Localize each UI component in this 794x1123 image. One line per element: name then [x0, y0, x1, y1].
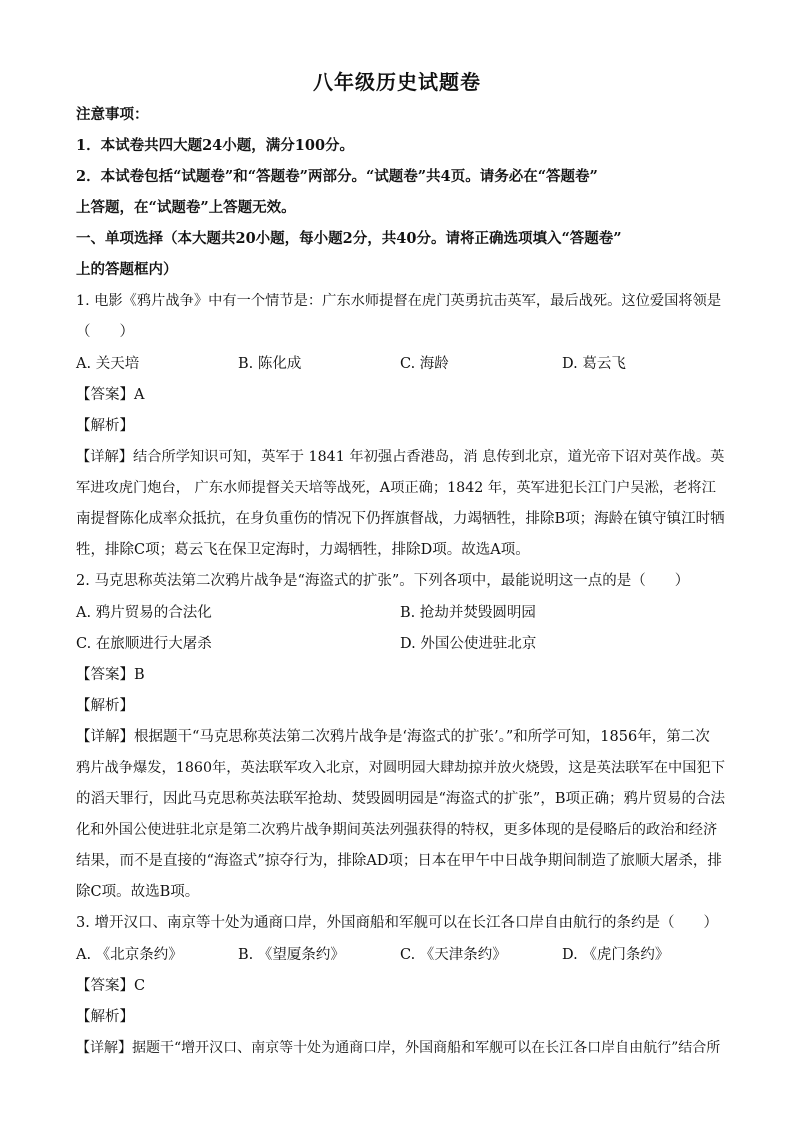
question-3-option-b: B. 《望厦条约》	[238, 947, 345, 963]
question-2-option-c: C. 在旅顺进行大屠杀	[76, 636, 212, 652]
notice-item-2-line-1: 2．本试卷包括“试题卷”和“答题卷”两部分。“试题卷”共4页。请务必在“答题卷”	[76, 168, 598, 185]
question-3-analysis-label: 【解析】	[76, 1009, 134, 1025]
question-2-option-d: D. 外国公使进驻北京	[400, 636, 537, 652]
question-3-answer: 【答案】C	[76, 978, 146, 994]
question-1-detail-line-1: 【详解】结合所学知识可知，英军于 1841 年初强占香港岛，消 息传到北京，道光帝下诏对英作战。英	[76, 449, 725, 465]
question-3-stem: 3. 增开汉口、南京等十处为通商口岸，外国商船和军舰可以在长江各口岸自由航行的条约是（ ）	[76, 915, 718, 931]
question-3-option-c: C. 《天津条约》	[400, 947, 507, 963]
question-2-detail-line-3: 的滔天罪行，因此马克思称英法联军抢劫、焚毁圆明园是“海盗式的扩张”，B项正确；鸦片贸易的合法	[76, 791, 725, 807]
question-1-analysis-label: 【解析】	[76, 418, 134, 434]
page-title: 八年级历史试题卷	[313, 70, 481, 94]
question-2-detail-line-5: 结果，而不是直接的“海盗式”掠夺行为，排除AD项；日本在甲午中日战争期间制造了旅顺大屠杀，排	[76, 853, 722, 869]
section-heading-line-1: 一、单项选择（本大题共20小题，每小题2分，共40分。请将正确选项填入“答题卷”	[76, 230, 622, 247]
question-2-analysis-label: 【解析】	[76, 698, 134, 714]
section-heading-line-2: 上的答题框内）	[76, 261, 178, 278]
question-1-option-a: A. 关天培	[76, 356, 140, 372]
notice-item-2-line-2: 上答题，在“试题卷”上答题无效。	[76, 199, 296, 216]
notice-item-1: 1．本试卷共四大题24小题，满分100分。	[76, 137, 355, 154]
question-1-blank: （ ）	[76, 324, 134, 340]
question-1-detail-line-2: 军进攻虎门炮台， 广东水师提督关天培等战死，A项正确；1842 年，英军进犯长江门户吴淞，老将江	[76, 480, 716, 496]
question-1-option-c: C. 海龄	[400, 356, 449, 372]
question-2-detail-line-6: 除C项。故选B项。	[76, 884, 200, 900]
question-1-detail-line-4: 牲，排除C项；葛云飞在保卫定海时，力竭牺牲，排除D项。故选A项。	[76, 542, 530, 558]
question-2-detail-line-2: 鸦片战争爆发，1860年，英法联军攻入北京，对圆明园大肆劫掠并放火烧毁，这是英法联军在中国犯下	[76, 760, 726, 776]
question-1-option-b: B. 陈化成	[238, 356, 302, 372]
question-2-detail-line-4: 化和外国公使进驻北京是第二次鸦片战争期间英法列强获得的特权，更多体现的是侵略后的政治和经济	[76, 822, 718, 838]
question-2-answer: 【答案】B	[76, 667, 145, 683]
question-1-detail-line-3: 南提督陈化成率众抵抗，在身负重伤的情况下仍挥旗督战，力竭牺牲，排除B项；海龄在镇守镇江时牺	[76, 511, 725, 527]
question-3-detail-line-1: 【详解】据题干“增开汉口、南京等十处为通商口岸，外国商船和军舰可以在长江各口岸自由航行”结合所	[76, 1040, 721, 1056]
question-2-option-b: B. 抢劫并焚毁圆明园	[400, 605, 536, 621]
question-3-option-d: D. 《虎门条约》	[562, 947, 670, 963]
question-1-stem: 1. 电影《鸦片战争》中有一个情节是：广东水师提督在虎门英勇抗击英军，最后战死。这位爱国将领是	[76, 293, 722, 309]
question-1-option-d: D. 葛云飞	[562, 356, 626, 372]
question-1-answer: 【答案】A	[76, 387, 145, 403]
question-2-detail-line-1: 【详解】根据题干“马克思称英法第二次鸦片战争是‘海盗式的扩张’。”和所学可知，1856年，第二次	[76, 729, 710, 745]
question-2-stem: 2. 马克思称英法第二次鸦片战争是“海盗式的扩张”。下列各项中，最能说明这一点的是（ ）	[76, 573, 690, 589]
question-3-option-a: A. 《北京条约》	[76, 947, 183, 963]
notice-heading: 注意事项：	[76, 106, 149, 123]
question-2-option-a: A. 鸦片贸易的合法化	[76, 605, 212, 621]
